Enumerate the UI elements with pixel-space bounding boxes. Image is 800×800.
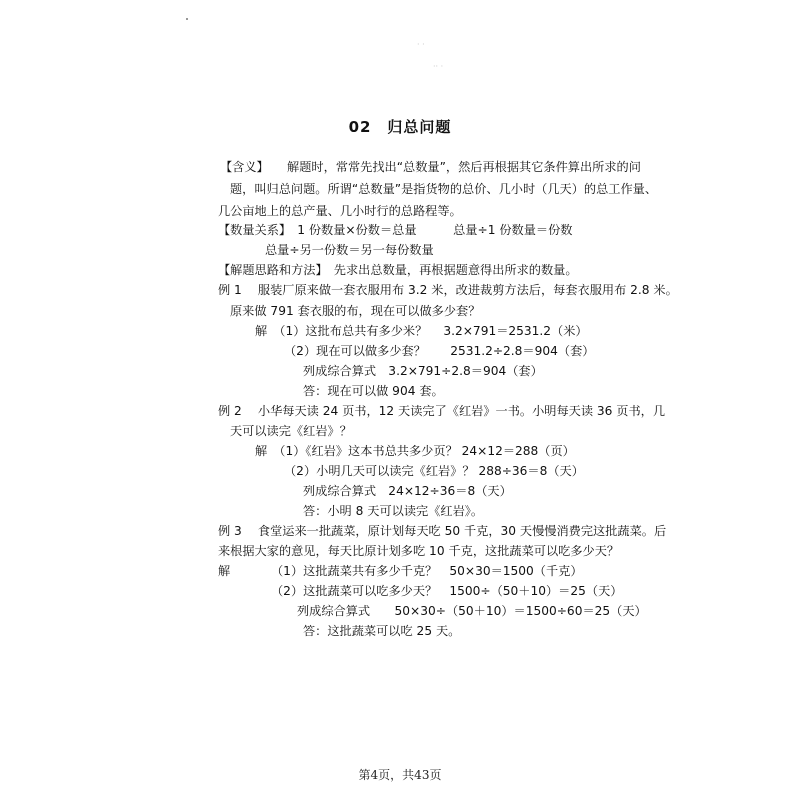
page-number-footer: 第4页，共43页 xyxy=(358,768,442,782)
bleed-through-mark: · · xyxy=(417,40,425,49)
example-2-line-1: 例 2 小华每天读 24 页书，12 天读完了《红岩》一书。小明每天读 36 页书，几 xyxy=(218,404,666,418)
example-3-formula: 列成综合算式 50×30÷（50＋10）＝1500÷60＝25（天） xyxy=(297,604,647,618)
example-2-answer: 答：小明 8 天可以读完《红岩》。 xyxy=(303,504,484,518)
example-2-formula: 列成综合算式 24×12÷36＝8（天） xyxy=(303,484,512,498)
example-3-line-2: 来根据大家的意见，每天比原计划多吃 10 千克，这批蔬菜可以吃多少天？ xyxy=(218,544,620,558)
relation-line-1: 【数量关系】 1 份数量×份数＝总量 总量÷1 份数量＝份数 xyxy=(218,223,573,237)
example-1-formula: 列成综合算式 3.2×791÷2.8＝904（套） xyxy=(303,364,543,378)
example-3-line-1: 例 3 食堂运来一批蔬菜，原计划每天吃 50 千克，30 天慢慢消费完这批蔬菜。后 xyxy=(218,524,667,538)
example-1-step-2: （2）现在可以做多少套？ 2531.2÷2.8＝904（套） xyxy=(284,344,595,358)
example-3-step-1: （1）这批蔬菜共有多少千克？ 50×30＝1500（千克） xyxy=(271,564,583,578)
relation-line-2: 总量÷另一份数＝另一每份数量 xyxy=(265,243,434,257)
example-1-step-1: 解 （1）这批布总共有多少米？ 3.2×791＝2531.2（米） xyxy=(255,324,588,338)
definition-line-2: 题，叫归总问题。所谓“总数量”是指货物的总价、几小时（几天）的总工作量、 xyxy=(230,182,658,196)
example-1-line-1: 例 1 服装厂原来做一套衣服用布 3.2 米，改进裁剪方法后，每套衣服用布 2.8 米。 xyxy=(218,283,678,297)
example-3-solution-label: 解 xyxy=(218,564,231,578)
scan-speck xyxy=(186,18,188,20)
example-3-answer: 答：这批蔬菜可以吃 25 天。 xyxy=(303,624,461,638)
example-3-step-2: （2）这批蔬菜可以吃多少天？ 1500÷（50＋10）＝25（天） xyxy=(271,584,623,598)
definition-line-1: 【含义】 解题时，常常先找出“总数量”，然后再根据其它条件算出所求的问 xyxy=(220,160,641,174)
example-2-step-1: 解 （1）《红岩》这本书总共多少页？ 24×12＝288（页） xyxy=(255,444,575,458)
method-line: 【解题思路和方法】 先求出总数量，再根据题意得出所求的数量。 xyxy=(218,263,578,277)
definition-line-3: 几公亩地上的总产量、几小时行的总路程等。 xyxy=(218,204,462,218)
example-2-step-2: （2）小明几天可以读完《红岩》？ 288÷36＝8（天） xyxy=(284,464,584,478)
example-2-line-2: 天可以读完《红岩》？ xyxy=(230,424,352,438)
bleed-through-mark-2: ·· · xyxy=(433,62,444,71)
page-title: 02 归总问题 xyxy=(348,118,452,136)
example-1-answer: 答：现在可以做 904 套。 xyxy=(303,384,444,398)
example-1-line-2: 原来做 791 套衣服的布，现在可以做多少套？ xyxy=(230,304,481,318)
